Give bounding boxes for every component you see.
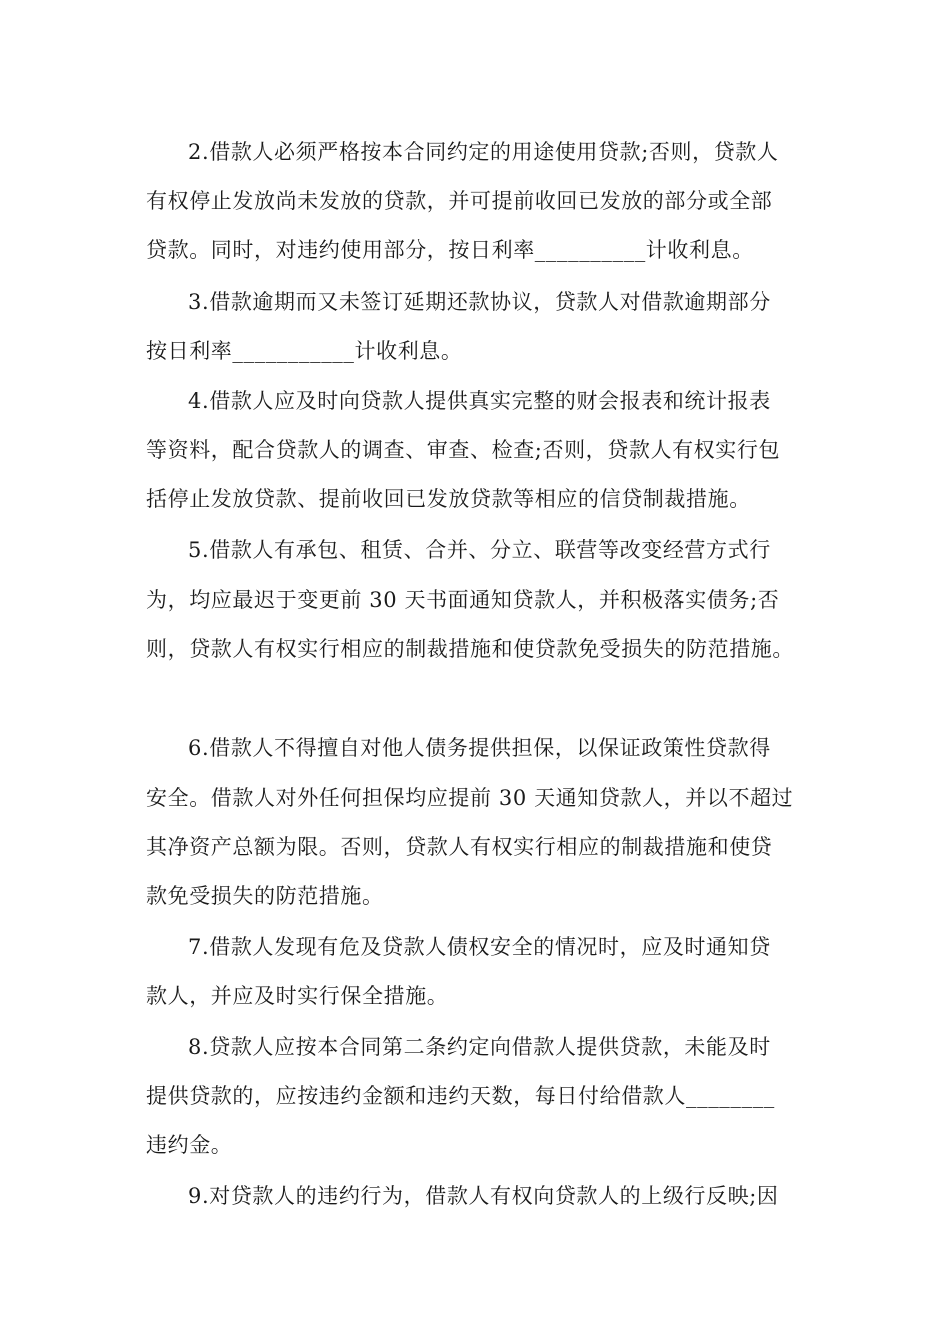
clause-9-line-1: 9.对贷款人的违约行为，借款人有权向贷款人的上级行反映;因 (188, 1184, 779, 1208)
clause-7-line-1: 7.借款人发现有危及贷款人债权安全的情况时，应及时通知贷 (188, 935, 771, 959)
clause-8-line-1: 8.贷款人应按本合同第二条约定向借款人提供贷款，未能及时 (188, 1035, 771, 1059)
clause-6-line-3: 其净资产总额为限。否则，贷款人有权实行相应的制裁措施和使贷 (146, 835, 773, 859)
clause-5-line-3: 则，贷款人有权实行相应的制裁措施和使贷款免受损失的防范措施。 (146, 637, 794, 661)
clause-8-line-2: 提供贷款的，应按违约金额和违约天数，每日付给借款人________ (146, 1084, 775, 1108)
clause-6-line-1: 6.借款人不得擅自对他人债务提供担保，以保证政策性贷款得 (188, 736, 771, 760)
clause-2-line-2: 有权停止发放尚未发放的贷款，并可提前收回已发放的部分或全部 (146, 189, 773, 213)
clause-2-line-3: 贷款。同时，对违约使用部分，按日利率__________计收利息。 (146, 238, 754, 262)
clause-3-line-2: 按日利率___________计收利息。 (146, 339, 463, 363)
clause-6-line-2: 安全。借款人对外任何担保均应提前 30 天通知贷款人，并以不超过 (146, 786, 794, 810)
clause-6-line-4: 款免受损失的防范措施。 (146, 884, 384, 908)
clause-4-line-2: 等资料，配合贷款人的调查、审查、检查;否则，贷款人有权实行包 (146, 438, 781, 462)
clause-5-line-1: 5.借款人有承包、租赁、合并、分立、联营等改变经营方式行 (188, 538, 771, 562)
clause-4-line-3: 括停止发放贷款、提前收回已发放贷款等相应的信贷制裁措施。 (146, 487, 751, 511)
clause-5-line-2: 为，均应最迟于变更前 30 天书面通知贷款人，并积极落实债务;否 (146, 588, 780, 612)
clause-7-line-2: 款人，并应及时实行保全措施。 (146, 984, 449, 1008)
clause-3-line-1: 3.借款逾期而又未签订延期还款协议，贷款人对借款逾期部分 (188, 290, 771, 314)
clause-8-line-3: 违约金。 (146, 1133, 233, 1157)
clause-2-line-1: 2.借款人必须严格按本合同约定的用途使用贷款;否则，贷款人 (188, 140, 779, 164)
clause-4-line-1: 4.借款人应及时向贷款人提供真实完整的财会报表和统计报表 (188, 389, 771, 413)
